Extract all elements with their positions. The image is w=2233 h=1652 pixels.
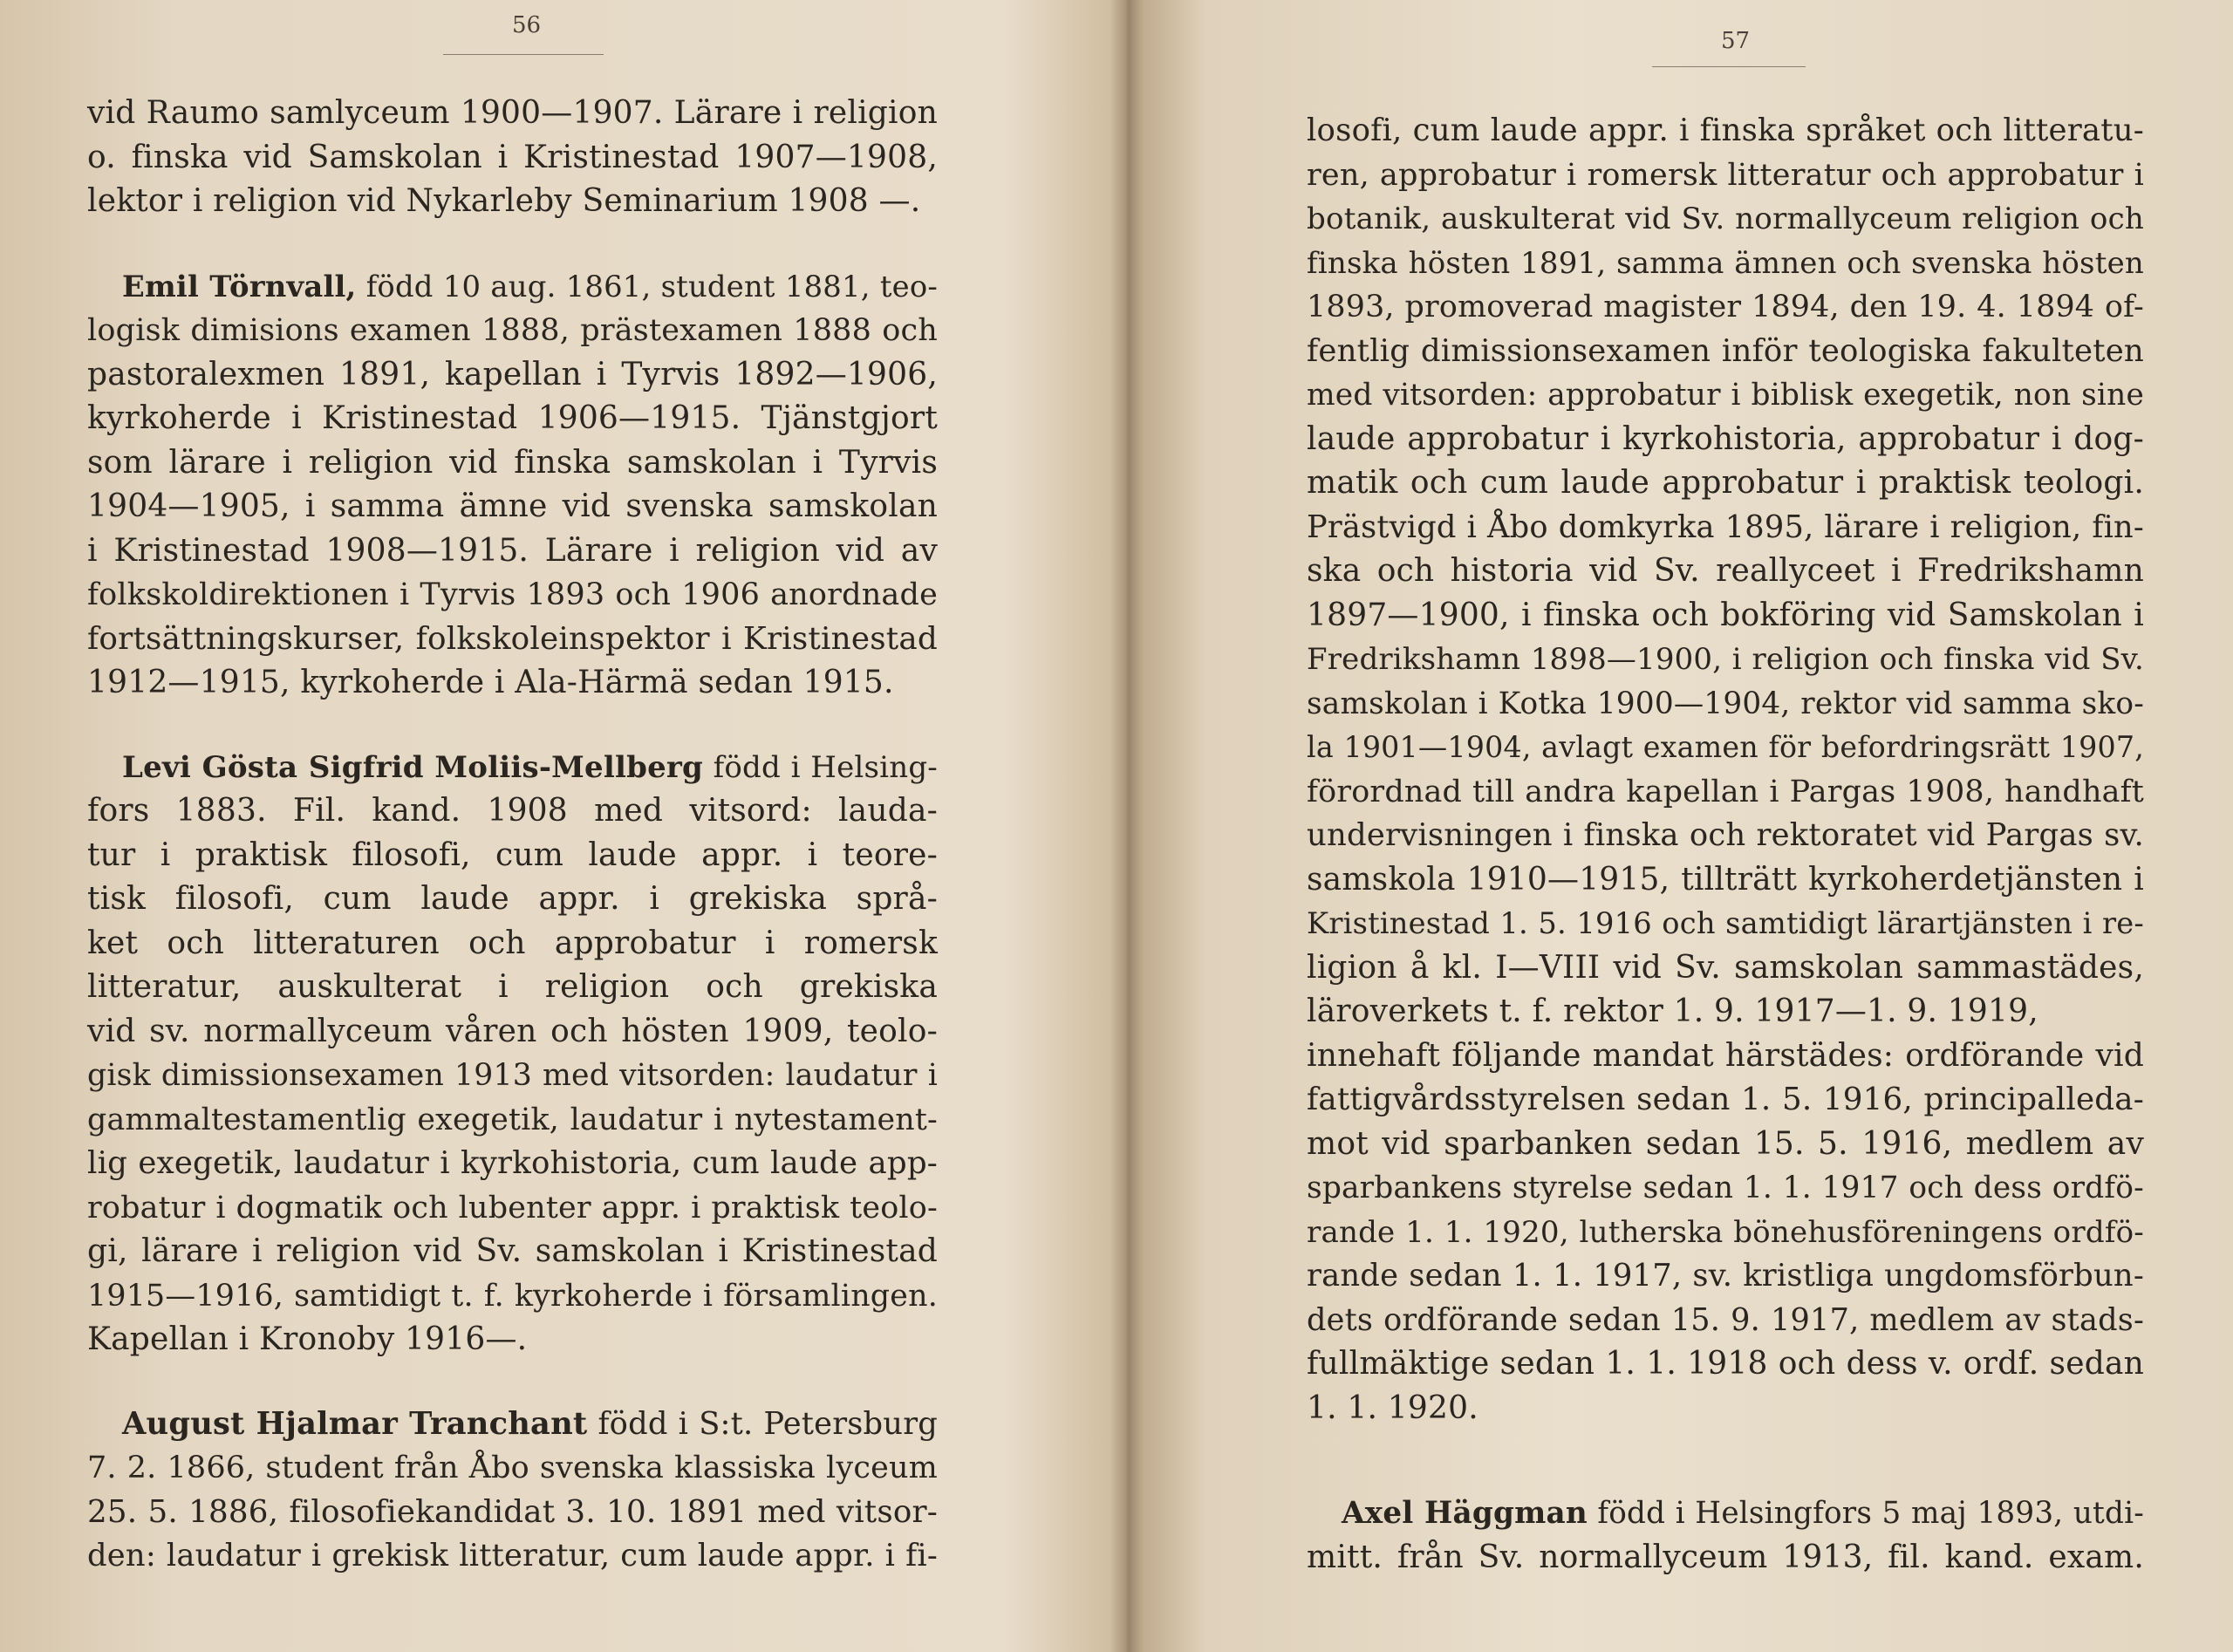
- text-line: gammaltestamentlig exegetik, laudatur i nytestament-: [87, 1102, 938, 1137]
- text-line: sparbankens styrelse sedan 1. 1. 1917 och dess ordfö-: [1307, 1171, 2144, 1205]
- text-line: la 1901—1904, avlagt examen för befordringsrätt 1907,: [1307, 730, 2144, 764]
- text-line: kyrkoherde i Kristinestad 1906—1915. Tjänstgjort: [87, 400, 938, 436]
- person-name: Axel Häggman: [1342, 1496, 1588, 1531]
- text-line: undervisningen i finska och rektoratet vid Pargas sv.: [1307, 817, 2144, 853]
- text-line: 25. 5. 1886, filosofiekandidat 3. 10. 1891 med vitsor-: [87, 1493, 938, 1530]
- text-line: losofi, cum laude appr. i finska språket och litteratu-: [1307, 113, 2144, 148]
- right-page: [1125, 0, 2233, 1652]
- text-line: [87, 264, 938, 310]
- text-line: Kapellan i Kronoby 1916—.: [87, 1321, 528, 1357]
- text-line: vid sv. normallyceum våren och hösten 1909, teolo-: [87, 1013, 938, 1049]
- header-rule: [443, 54, 604, 55]
- text-line: [87, 746, 938, 790]
- paragraph-biography: [87, 1403, 938, 1579]
- text-line: mitt. från Sv. normallyceum 1913, fil. kand. exam.: [1307, 1539, 2144, 1575]
- page-number: 57: [1721, 28, 1751, 54]
- text-line: innehaft följande mandat härstädes: ordförande vid: [1307, 1037, 2144, 1074]
- text-line: förordnad till andra kapellan i Pargas 1908, handhaft: [1307, 774, 2144, 809]
- text-run: född 10 aug. 1861, student 1881, teo-: [356, 269, 938, 304]
- text-line: rande 1. 1. 1920, lutherska bönehusföreningens ordfö-: [1307, 1214, 2144, 1250]
- text-line: 1915—1916, samtidigt t. f. kyrkoherde i församlingen.: [87, 1278, 938, 1314]
- text-line: ska och historia vid Sv. reallyceet i Fredrikshamn: [1307, 553, 2144, 589]
- paragraph-biography: [87, 264, 938, 706]
- text-line: laude approbatur i kyrkohistoria, approbatur i dog-: [1307, 420, 2144, 457]
- text-line: litteratur, auskulterat i religion och grekiska: [87, 969, 938, 1005]
- text-line: ket och litteraturen och approbatur i romersk: [87, 925, 938, 961]
- text-line: robatur i dogmatik och lubenter appr. i praktisk teolo-: [87, 1190, 938, 1225]
- text-line: läroverkets t. f. rektor 1. 9. 1917—1. 9. 1919,: [1307, 993, 2038, 1029]
- text-line: 1897—1900, i finska och bokföring vid Samskolan i: [1307, 597, 2144, 633]
- text-line: gi, lärare i religion vid Sv. samskolan i Kristinestad: [87, 1233, 938, 1269]
- page-number: 56: [512, 12, 542, 38]
- text-line: Prästvigd i Åbo domkyrka 1895, lärare i religion, fin-: [1307, 509, 2144, 545]
- text-line: 7. 2. 1866, student från Åbo svenska klassiska lyceum: [87, 1451, 938, 1485]
- text-line: samskola 1910—1915, tillträtt kyrkoherdetjänsten i: [1307, 861, 2144, 898]
- text-line: o. finska vid Samskolan i Kristinestad 1907—1908,: [87, 139, 938, 175]
- text-line: matik och cum laude approbatur i praktisk teologi.: [1307, 465, 2144, 501]
- text-line: folkskoldirektionen i Tyrvis 1893 och 1906 anordnade: [87, 577, 938, 612]
- header-rule: [1652, 66, 1806, 67]
- text-line: Kristinestad 1. 5. 1916 och samtidigt lärartjänsten i re-: [1307, 906, 2144, 940]
- text-line: botanik, auskulterat vid Sv. normallyceum religion och: [1307, 201, 2144, 236]
- text-line: ren, approbatur i romersk litteratur och approbatur i: [1307, 157, 2144, 193]
- text-line: fors 1883. Fil. kand. 1908 med vitsord: lauda-: [87, 793, 938, 829]
- text-line: med vitsorden: approbatur i biblisk exegetik, non sine: [1307, 378, 2144, 413]
- text-line: lig exegetik, laudatur i kyrkohistoria, cum laude app-: [87, 1145, 938, 1181]
- text-line: 1. 1. 1920.: [1307, 1389, 1478, 1426]
- text-line: Fredrikshamn 1898—1900, i religion och finska vid Sv.: [1307, 642, 2144, 677]
- text-line: fattigvårdsstyrelsen sedan 1. 5. 1916, principalleda-: [1307, 1082, 2144, 1117]
- text-run: född i S:t. Petersburg: [587, 1405, 938, 1442]
- text-line: som lärare i religion vid finska samskolan i Tyrvis: [87, 444, 938, 481]
- person-name: August Hjalmar Tranchant: [122, 1405, 588, 1442]
- text-line: 1904—1905, i samma ämne vid svenska samskolan: [87, 488, 938, 524]
- text-line: fentlig dimissionsexamen inför teologiska fakulteten: [1307, 332, 2144, 369]
- text-line: vid Raumo samlyceum 1900—1907. Lärare i religion: [87, 95, 938, 131]
- text-line: finska hösten 1891, samma ämnen och svenska hösten: [1307, 245, 2144, 281]
- right-text-block: [1307, 109, 2144, 1620]
- text-line: lektor i religion vid Nykarleby Seminarium 1908 —.: [87, 183, 921, 219]
- paragraph-biography: [1307, 1492, 2144, 1580]
- text-line: ligion å kl. I—VIII vid Sv. samskolan sammastädes,: [1307, 949, 2144, 986]
- text-line: [87, 1403, 938, 1447]
- text-line: gisk dimissionsexamen 1913 med vitsorden: laudatur i: [87, 1058, 938, 1093]
- paragraph: [87, 92, 938, 224]
- text-line: logisk dimisions examen 1888, prästexamen 1888 och: [87, 313, 938, 348]
- text-line: tisk filosofi, cum laude appr. i grekiska språ-: [87, 881, 938, 917]
- text-line: 1912—1915, kyrkoherde i Ala-Härmä sedan 1915.: [87, 665, 894, 700]
- text-line: samskolan i Kotka 1900—1904, rektor vid samma sko-: [1307, 686, 2144, 721]
- person-name: Emil Törnvall,: [122, 268, 357, 304]
- text-line: [1307, 1492, 2144, 1536]
- text-line: mot vid sparbanken sedan 15. 5. 1916, medlem av: [1307, 1125, 2144, 1162]
- paragraph-biography: [87, 746, 938, 1362]
- text-line: fullmäktige sedan 1. 1. 1918 och dess v. ordf. sedan: [1307, 1346, 2144, 1382]
- left-text-block: [87, 92, 938, 1619]
- text-line: pastoralexmen 1891, kapellan i Tyrvis 1892—1906,: [87, 356, 938, 393]
- person-name: Levi Gösta Sigfrid Moliis-Mellberg: [122, 749, 704, 785]
- text-line: dets ordförande sedan 15. 9. 1917, medlem av stads-: [1307, 1301, 2144, 1338]
- text-line: i Kristinestad 1908—1915. Lärare i religion vid av: [87, 532, 938, 569]
- text-line: den: laudatur i grekisk litteratur, cum laude appr. i fi-: [87, 1538, 938, 1573]
- text-line: rande sedan 1. 1. 1917, sv. kristliga ungdomsförbun-: [1307, 1258, 2144, 1294]
- text-line: 1893, promoverad magister 1894, den 19. 4. 1894 of-: [1307, 290, 2144, 324]
- paragraph: [1307, 109, 2144, 1430]
- text-run: född i Helsing-: [703, 749, 938, 785]
- text-line: tur i praktisk filosofi, cum laude appr. i teore-: [87, 836, 938, 873]
- text-run: född i Helsingfors 5 maj 1893, utdi-: [1587, 1496, 2144, 1531]
- text-line: fortsättningskurser, folkskoleinspektor i Kristinestad: [87, 620, 938, 657]
